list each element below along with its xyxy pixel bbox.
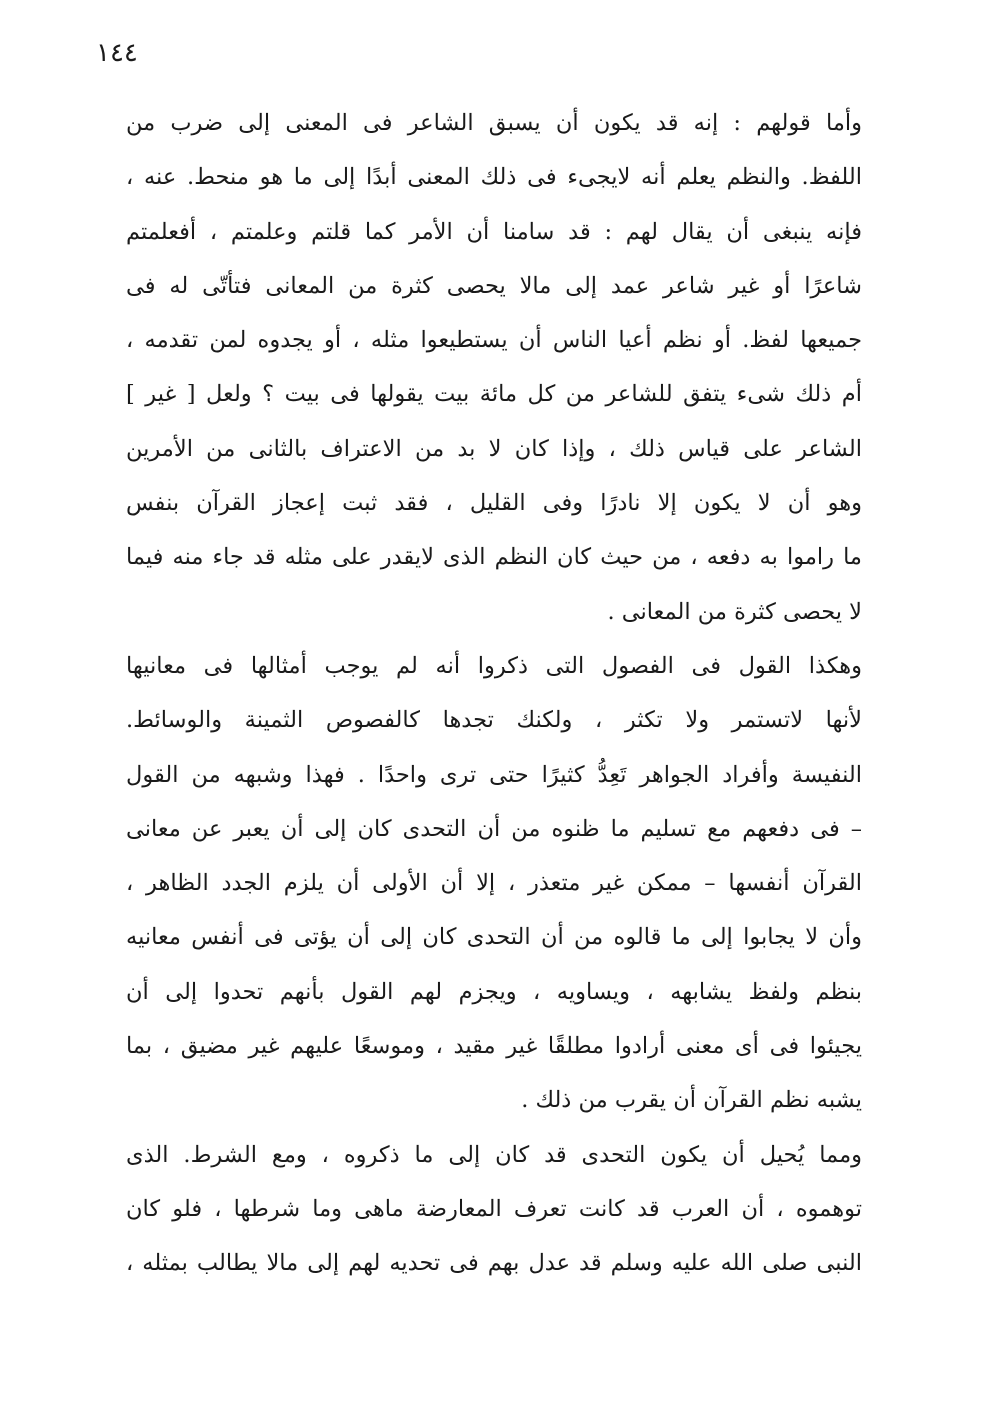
text-line: ما راموا به دفعه ، من حيث كان النظم الذى لايقدر على مثله قد جاء منه فيما — [126, 544, 862, 571]
text-line: يشبه نظم القرآن أن يقرب من ذلك . — [521, 1087, 862, 1114]
text-line: فإنه ينبغى أن يقال لهم : قد سامنا أن الأمر كما قلتم وعلمتم ، أفعلمتم — [126, 218, 862, 245]
text-line: الشاعر على قياس ذلك ، وإذا كان لا بد من الاعتراف بالثانى من الأمرين — [126, 435, 862, 462]
text-line: أم ذلك شىء يتفق للشاعر من كل مائة بيت يقولها فى بيت ؟ ولعل [ غير ] — [126, 381, 862, 408]
text-line: اللفظ. والنظم يعلم أنه لايجىء فى ذلك المعنى أبدًا إلى ما هو منحط. عنه ، — [126, 164, 862, 191]
text-line: بنظم ولفظ يشابهه ، ويساويه ، ويجزم لهم القول بأنهم تحدوا إلى أن — [126, 978, 862, 1005]
text-line: وأما قولهم : إنه قد يكون أن يسبق الشاعر فى المعنى إلى ضرب من — [126, 110, 862, 136]
page-number: ١٤٤ — [96, 38, 138, 68]
text-line: شاعرًا أو غير شاعر عمد إلى مالا يحصى كثرة من المعانى فتأتّى له فى — [126, 272, 862, 299]
text-line: النفيسة وأفراد الجواهر تَعِدُّ كثيرًا حتى ترى واحدًا . فهذا وشبهه من القول — [126, 761, 862, 788]
paragraph-3 — [126, 1128, 862, 1291]
text-line: لا يحصى كثرة من المعانى . — [607, 598, 862, 625]
text-line: لأنها لاتستمر ولا تكثر ، ولكنك تجدها كالفصوص الثمينة والوسائط. — [126, 707, 862, 734]
text-line: يجيئوا فى أى معنى أرادوا مطلقًا غير مقيد ، وموسعًا عليهم غير مضيق ، بما — [126, 1033, 862, 1060]
text-line: وهو أن لا يكون إلا نادرًا وفى القليل ، فقد ثبت إعجاز القرآن بنفس — [126, 490, 862, 517]
text-line: النبى صلى الله عليه وسلم قد عدل بهم فى تحديه لهم إلى مالا يطالب بمثله ، — [126, 1250, 862, 1277]
body-text — [126, 96, 862, 1291]
text-line: – فى دفعهم مع تسليم ما ظنوه من أن التحدى كان إلى أن يعبر عن معانى — [126, 815, 862, 842]
text-line: ومما يُحيل أن يكون التحدى قد كان إلى ما ذكروه ، ومع الشرط. الذى — [126, 1141, 862, 1168]
text-line: وأن لا يجابوا إلى ما قالوه من أن التحدى كان إلى أن يؤتى فى أنفس معانيه — [126, 924, 862, 951]
paragraph-2 — [126, 639, 862, 1128]
text-line: جميعها لفظ. أو نظم أعيا الناس أن يستطيعوا مثله ، أو يجدوه لمن تقدمه ، — [126, 327, 862, 354]
text-line: توهموه ، أن العرب قد كانت تعرف المعارضة ماهى وما شرطها ، فلو كان — [126, 1195, 862, 1222]
text-line: القرآن أنفسها – ممكن غير متعذر ، إلا أن الأولى أن يلزم الجدد الظاهر ، — [126, 870, 862, 897]
text-line: وهكذا القول فى الفصول التى ذكروا أنه لم يوجب أمثالها فى معانيها — [126, 652, 862, 679]
paragraph-1 — [126, 96, 862, 639]
